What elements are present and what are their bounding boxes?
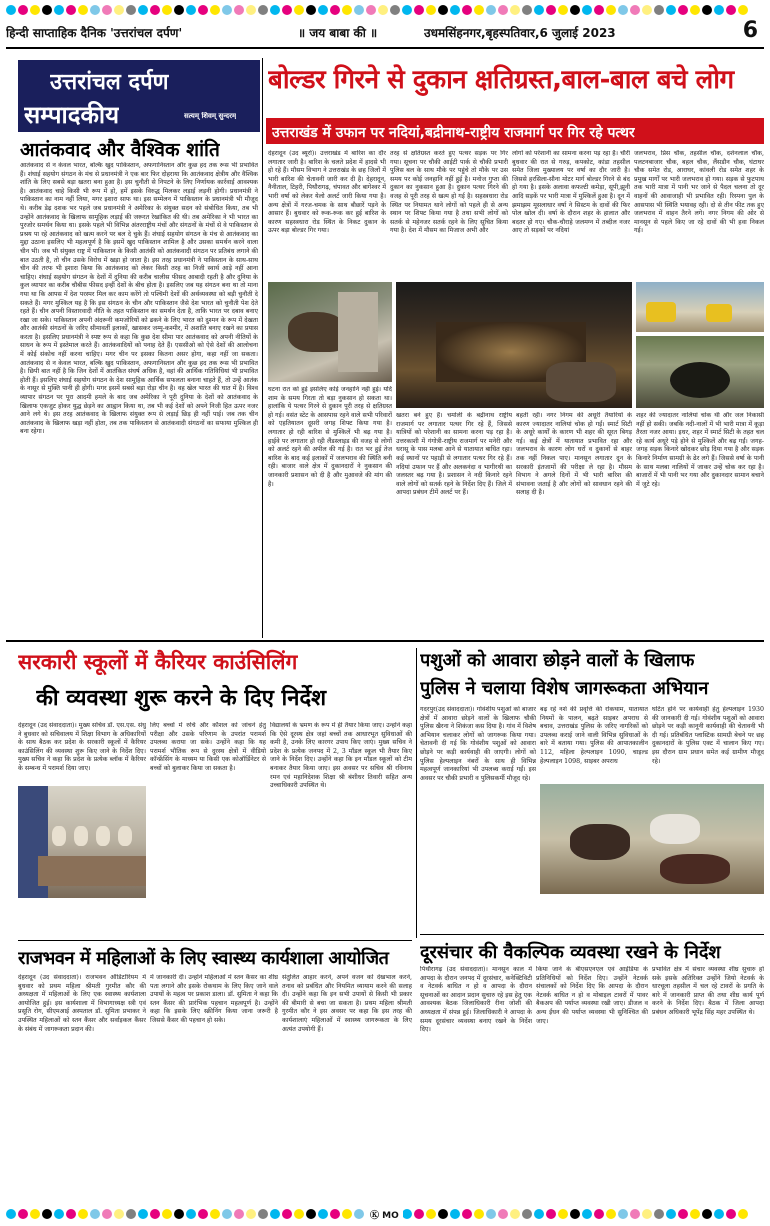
masthead-dateline: उधमसिंहनगर,बृहस्पतिवार,6 जुलाई 2023: [424, 26, 616, 40]
registration-dot: [30, 1209, 40, 1219]
lead-col-2: तरह से क्षतिग्रस्त करते हुए पत्थर सड़क पर गिर गया। सूचना पर चौकी आईटी पार्क से चौकी प्रभारी पुलिस बल के साथ मौके पर पहुंचे तो मौके पर उस समय पर कोई जनहानि नहीं हुई है। मनोज गुप्ता की दुकान का नुकसान हुआ है। दुकान पत्थर गिरने की वजह से पूरी तरह से खत्म हो गई है। सहस्त्रधारा रोड स्थित पर नियामत थाने लोगों को पहले ही से अन्य स्थान पर शिफ्ट किया गया है तथा सभी लोगों को सतर्क से महेनजर सतर्क रहने के लिए सूचित किया गया है। देश में मौसम का मिजाज अभी और: [390, 150, 508, 235]
registration-dot: [54, 1209, 64, 1219]
section-rule-4: [18, 940, 412, 941]
registration-dot: [714, 1209, 724, 1219]
registration-dot: [438, 1209, 448, 1219]
lead-col-3: लोगों को परेशानी का सामना करना पड़ रहा है। चौरी बुधवार की रात से गरुड़, कपकोट, कांडा तहसील समेत जिला मुख्यालय पर वर्षा का दौर जारी है। जिससे हरसिला-सौना मोटर मार्ग बोल्डर गिरने से बंद हो गया है। इसके अलावा कफल्टी कमेड़ा, सूपी,झूनी आदि सड़कें पर भारी मात्रा में मुश्किलें हुआ है। दून में झमाझम मूसलाधार वर्षा ने सिस्टम के दावों की फिर पोल खोल दी। वर्षा के दौरान शहर के हालात और बदतर हो गए। चौक-चौराहे जलमग्न में तब्दील नजर आए तो सड़कों पर नदियां: [512, 150, 630, 235]
registration-dot: [114, 1209, 124, 1219]
registration-dot: [582, 1209, 592, 1219]
telecom-col-3: प्रभावित क्षेत्र में संचार व्यवस्था शीघ्र सुचारु हो सके इसके अतिरिक्त उन्होंने जियो नेटवर्क के धारचूला तहसील में चल रहे टावरों के प्रगति के बारे में जानकारी प्राप्त की तथा शीघ्र कार्य पूर्ण करने के निर्देश दिए। बैठक में जिला आपदा प्रबंधन अधिकारी भूपेंद्र सिंह महर उपस्थित थे।: [652, 966, 764, 1016]
registration-dot: [738, 5, 748, 15]
rajbhawan-col-3: संतुलित आहार करने, अपने वजन को देखभाल करने, तनाव को प्रबंधित और नियमित व्यायाम करने की सलाह दी। उन्होंने कहा कि इन सभी उपायों से किसी भी प्रकार की बीमारी से बचा जा सकता है। प्रथम महिला श्रीमती गुरमीत कौर ने इस अवसर पर कहा कि इस तरह की कार्यशालाएं महिलाओं में स्वास्थ्य जागरूकता के लिए अत्यंत उपयोगी हैं।: [282, 974, 412, 1033]
registration-dot: [570, 1209, 580, 1219]
registration-dot: [282, 5, 292, 15]
registration-dot: [402, 5, 412, 15]
registration-dot: [426, 1209, 436, 1219]
registration-dot: [606, 1209, 616, 1219]
registration-dot: [78, 5, 88, 15]
registration-dot: [462, 5, 472, 15]
registration-dot: [498, 1209, 508, 1219]
registration-dot: [618, 5, 628, 15]
column-divider-2: [416, 648, 417, 938]
animals-cattle-photo: [540, 784, 764, 894]
registration-dot: [66, 5, 76, 15]
registration-dot: [162, 5, 172, 15]
registration-dot: [102, 1209, 112, 1219]
telecom-headline: दूरसंचार की वैकल्पिक व्यवस्था रखने के निर्देश: [420, 942, 721, 963]
registration-dot: [54, 5, 64, 15]
registration-dot: [558, 1209, 568, 1219]
registration-dot: [606, 5, 616, 15]
registration-dot: [438, 5, 448, 15]
section-rule: [6, 640, 764, 642]
editorial-body: आतंकवाद से न केवल भारत, बल्कि खुद पाकिस्तान, अफगानिस्तान और कुछ हद तक रूस भी प्रभावित हैं। शंघाई सहयोग संगठन के मंच से प्रधानमंत्री ने एक बार फिर दोहराया कि आतंकवाद क्षेत्रीय और वैश्विक शांति के लिए सबसे बड़ा खतरा बना हुआ है। इस चुनौती से निपटने के लिए निर्णायक कार्रवाई आवश्यक है। आतंकवाद चाहे किसी भी रूप में हो, हमें इसके विरुद्ध मिलकर लड़ाई लड़नी होगी। प्रधानमंत्री ने पाकिस्तान का नाम नहीं लिया, मगर इशारा साफ था। इस सम्मेलन में पाकिस्तान के प्रधानमंत्री भी मौजूद थे। करीब डेढ़ दशक भर पहले जब प्रधानमंत्री ने अमेरिका के संयुक्त सदन को संबोधित किया, तब भी उन्होंने आतंकवाद के खिलाफ सामूहिक लड़ाई की जरूरत रेखांकित की थी। तब अमेरिका ने भी भारत का पुरजोर समर्थन किया था। इसके पहले भी विभिन्न अंतरराष्ट्रीय मंचों और संगठनों के मंचों से वे पाकिस्तान से प्रश्रय पा रहे आतंकवाद को खत्म करने पर बल दे चुके हैं। शंघाई सहयोग संगठन के मंच से आतंकवाद का मुद्दा उठाना इसलिए भी महत्वपूर्ण है कि इसमें खुद पाकिस्तान शामिल है और उसका समर्थन करने वाला चीन भी। जब भी संयुक्त राष्ट्र में पाकिस्तान के किसी आतंकी को आतंकवादी संगठन पर प्रतिबंध लगाने की बात उठती है, तो चीन उसके विरोध में खड़ा हो जाता है। इस तरह प्रधानमंत्री ने पाकिस्तान के साथ-साथ चीन की तरफ भी इशारा किया कि आतंकवाद को लेकर किसी तरह का निजी स्वार्थ आड़े नहीं आना चाहिए। शंघाई सहयोग संगठन के देशों में दुनिया की करीब चालीस फीसद आबादी रहती है और दुनिया के कुल व्यापार का करीब चौबीस फीसद इन्हीं देशों के बीच होता है। इसलिए जब यह संगठन बना था तो माना गया था कि आपस में देश परस्पर मिल कर काम करेंगे तो पश्चिमी देशों की अर्थव्यवस्था को बड़ी चुनौती दे सकते हैं। मगर मुश्किल यह है कि इस संगठन के चीन और पाकिस्तान जैसे देश भारत को चुनौती पेश देते रहते हैं। चीन अपनी विस्तारवादी नीति के तहत पाकिस्तान का समर्थन देता है, ताकि भारत पर दबाव बनाए रखा जा सके। पाकिस्तान अपनी अंदरूनी कमजोरियों को ढकने के लिए भारत को दुश्मन के रूप में देखता और आतंकी संगठनों के जरिए सीमावर्ती इलाकों, खासकर जम्मू-कश्मीर, में अशांति बनाए रखने का प्रयास करता है। इसलिए प्रधानमंत्री ने स्पष्ट रूप से कहा कि कुछ देश सीमा पार आतंकवाद को अपनी नीतियों के साधन के रूप में इस्तेमाल करते हैं। आतंकवादियों को पनाह देते हैं। एससीओ को ऐसे देशों की आलोचना में कोई संकोच नहीं करना चाहिए। मगर चीन पर इसका कितना असर होगा, कहा नहीं जा सकता। आतंकवाद से न केवल भारत, बल्कि खुद पाकिस्तान, अफगानिस्तान और कुछ हद तक रूस भी प्रभावित है। छिपी बात नहीं है कि जिन देशों में आतंकित संघर्ष अधिक है, वहां की आर्थिक गतिविधियां भी प्रभावित होती हैं। इसलिए शंघाई सहयोग संगठन के देश सामूहिक आर्थिक सफलता बनाना चाहते हैं, तो उन्हें आतंक के नासूर से मुक्ति पानी ही होगी। मगर इसमें सबसे बड़ा रोड़ा चीन है। वह खेल भारत की घात में है। विश्व व्यापार संगठन पर पूरा आदमी हमले के बाद जब अमेरिका ने पूरी दुनिया के देशों को आतंकवाद के खिलाफ एकजुट होकर युद्ध छेड़ने का आह्वान किया था, तब भी कई देशों को अपने निजी हित ऊपर नजर आने लगे थे। इस तरह आतंकवाद के खिलाफ संयुक्त रूप से लड़ाई छिड़ ही नहीं पाई। जब तक चीन आतंकवाद के खिलाफ खड़ा नहीं होता, तब तक पाकिस्तान से आतंकवादी संगठनों का सफाया मुश्किल ही बना रहेगा।: [20, 162, 258, 436]
registration-dot: [150, 1209, 160, 1219]
registration-dot: [342, 5, 352, 15]
registration-dot: [282, 1209, 292, 1219]
career-col-3: विद्यालयों के भ्रमण के रूप में ही तैयार किया जाए। उन्होंने कहा कि ऐसे दूरस्थ क्षेत्र जहां बच्चों तक आधारभूत सुविधाओं की कमी है, उनके लिए कारगर उपाय किए जाएं। मुख्य सचिव ने प्रदेश के प्रत्येक जनपद में 2, 3 मॉडल स्कूल भी तैयार किए जाने के निर्देश दिए। उन्होंने कहा कि इन मॉडल स्कूलों को टीम बनाकर तैयार किया जाए। इस अवसर पर सचिव श्री रविनाथ रमन एवं महानिदेशक शिक्षा श्री बंशीधर तिवारी सहित अन्य उच्चाधिकारी उपस्थित थे।: [270, 722, 412, 790]
registration-dot: [594, 1209, 604, 1219]
page-number: 6: [742, 18, 758, 43]
registration-dot: [42, 5, 52, 15]
telecom-col-1: पिथौरागढ़ (उद संवाददाता)। मानसून काल में आपदा के दौरान जनपद में दूरसंचार, कनेक्टिविटी व नेटवर्क बाधित न हो व आपदा के दौरान सूचनाओं का आदान प्रदान सुचारु रहे इस हेतु एक आवश्यक बैठक जिलाधिकारी रीना जोशी की अध्यक्षता में संपन्न हुई। जिलाधिकारी ने आपदा के समय दूरसंचार व्यवस्था बनाए रखने के निर्देश दिए।: [420, 966, 532, 1034]
registration-dot: [246, 1209, 256, 1219]
registration-dot: [450, 5, 460, 15]
registration-dot: [450, 1209, 460, 1219]
registration-dot: [678, 1209, 688, 1219]
registration-dot: [294, 5, 304, 15]
registration-dot: [306, 1209, 316, 1219]
registration-dot: [222, 1209, 232, 1219]
registration-dot: [318, 5, 328, 15]
registration-dot: [42, 1209, 52, 1219]
lead-col-1: देहरादून (उद ब्यूरो)। उत्तराखंड में बारिश का दौर लगातार जारी है। बारिश के चलते प्रदेश में हादसे भी हो रहे हैं। मौसम विभाग ने उत्तराखंड के छह जिलों में भारी बारिश की चेतावनी जारी कर दी है। देहरादून, नैनीताल, टिहरी, पिथौरागढ़, चंपावत और बागेश्वर में भारी वर्षा को लेकर येलो अलर्ट जारी किया गया है। अन्य क्षेत्रों में गरज-चमक के साथ बौछारें पड़ने के आसार हैं। बुधवार को रूक-रूक कर हुई बारिश के कारण सहस्त्रधारा रोड स्थित के निकट दुकान के ऊपर बड़ा बोल्डर गिर गया।: [268, 150, 386, 235]
registration-dot: [246, 5, 256, 15]
career-meeting-photo: [18, 786, 146, 898]
registration-dot: [6, 1209, 16, 1219]
career-col-1-top: देहरादून (उद संवाददाता)। मुख्य सचिव डॉ. एस.एस. संधु ने बुधवार को सचिवालय में शिक्षा विभाग के अधिकारियों के साथ बैठक कर प्रदेश के सरकारी स्कूलों में कैरियर काउंसिलिंग की व्यवस्था शुरू किए जाने के निर्देश दिए। मुख्य सचिव ने कहा कि प्रदेश के प्रत्येक ब्लॉक में कैरियर के सम्बन्ध में परामर्श दिया जाए।: [18, 722, 146, 772]
animals-col-2-top: बढ़ रहे नशे की प्रवृत्ति की रोकथाम, यातायात नियमों के पालन, बढ़ते साइबर अपराध से बचाव, उत्तराखंड पुलिस के जरिए नागरिकों को उपलब्ध कराई जाने वाली विभिन्न सुविधाओं के बारे में बताया गया। पुलिस की आपातकालीन 112, महिला हेल्पलाइन 1090, चाइल्ड हेल्पलाइन 1098, साइबर अपराध: [540, 706, 648, 765]
column-divider: [262, 58, 263, 638]
registration-dot: [198, 1209, 208, 1219]
registration-dot: [330, 5, 340, 15]
registration-dots-top: [6, 4, 764, 16]
editorial-title: आतंकवाद और वैश्विक शांति: [20, 139, 220, 161]
masthead-paper-name: हिन्दी साप्ताहिक दैनिक 'उत्तरांचल दर्पण': [6, 26, 183, 40]
registration-dot: [726, 5, 736, 15]
registration-dot: [150, 5, 160, 15]
registration-dot: [354, 1209, 364, 1219]
registration-dot: [126, 5, 136, 15]
registration-dot: [726, 1209, 736, 1219]
registration-dot: [510, 5, 520, 15]
registration-dot: [390, 5, 400, 15]
lead-photo-road-caved: [636, 336, 764, 408]
registration-dot: [18, 5, 28, 15]
registration-dot: [630, 5, 640, 15]
registration-dot: [318, 1209, 328, 1219]
editorial-brand: उत्तरांचल दर्पण: [50, 70, 169, 95]
rajbhawan-col-1: देहरादून (उद संवाददाता)। राजभवन ऑडिटोरियम में बुधवार को प्रथम महिला श्रीमती गुरमीत कौर की अध्यक्षता में महिलाओं के लिए एक स्वास्थ्य कार्यशाला आयोजित हुई। इस कार्यशाला में विभागाध्यक्ष स्त्री एवं प्रसूति रोग, सीएमआई अस्पताल डॉ. सुमिता प्रभाकर ने उपस्थित महिलाओं को स्तन कैंसर और सर्वाइकल कैंसर के संबंध में जागरूकता प्रदान की।: [18, 974, 146, 1033]
career-headline-line1: सरकारी स्कूलों में कैरियर काउंसिलिंग: [18, 650, 298, 674]
registration-dot: [690, 1209, 700, 1219]
registration-dot: [702, 1209, 712, 1219]
registration-dot: [594, 5, 604, 15]
registration-dot: [414, 5, 424, 15]
print-imprint: Ⓚ MO: [366, 1208, 403, 1221]
registration-dot: [306, 5, 316, 15]
registration-dot: [90, 5, 100, 15]
career-col-2: लिए बच्चों में रुचि और कौशल को जांचने हेतु परीक्षा और उसके परिणाम के उपरांत परामर्श उपलब्ध कराया जा सके। उन्होंने कहा कि यह परामर्श भौतिक रूप से दुरस्थ क्षेत्रों में वीडियो कॉन्फ्रेंसिंग के माध्यम या किसी एक कोऑर्डिनेटर से बच्चों को बुलाकर किया जा सकता है।: [150, 722, 266, 772]
registration-dot: [426, 5, 436, 15]
registration-dot: [186, 5, 196, 15]
lead-col-4: जलभराव, प्रिंस चौक, तहसील चौक, दर्शनलाल चौक, पलटनबाजार चौक, बहल चौक, लैंसडौन चौक, घंटाघर चौक समेत रोड, आराघर, कांवली रोड समेत शहर के प्रमुख मार्गों पर भारी जलभराव हो गया। सड़क से फुटपाथ तक भारी मात्रा में पानी भर जाने से पैदल चलना तो दूर वाहनों की आवाजाही भी प्रभावित रही। रिस्पना पुल के आसपास भी स्थिति भयावह रही। दो से तीन फीट तक हुए जलभराव में वाहन तैरने लगे। नगर निगम की ओर से मानसून से पहले किए जा रहे दावों की भी हवा निकल गई।: [634, 150, 764, 235]
animals-headline-line2: पुलिस ने चलाया विशेष जागरूकता अभियान: [420, 678, 709, 699]
animals-col-1: गदरपुर(उद संवाददाता)। गोवंशीय पशुओं को बाजार क्षेत्रों में आवारा छोड़ने वालों के खिलाफ चौकी पुलिस खैरना ने शिकंजा कस दिया है। गांव में विशेष अभियान चलाकर लोगों को जागरूक किया गया। चेतावनी दी गई कि गोवंशीय पशुओं को आवारा छोड़ने पर कड़ी कार्यवाही की जाएगी। लोगों को पुलिस हेल्पलाइन नंबरों के साथ ही विभिन्न महत्वपूर्ण जानकारियां भी उपलब्ध कराई गईं। इस अवसर पर चौकी प्रभारी व पुलिसकर्मी मौजूद रहे।: [420, 706, 536, 782]
registration-dot: [18, 1209, 28, 1219]
registration-dot: [114, 5, 124, 15]
career-col-1-bottom: [18, 902, 146, 932]
registration-dot: [522, 1209, 532, 1219]
lead-headline: बोल्डर गिरने से दुकान क्षतिग्रस्त,बाल-बाल बचे लोग: [268, 65, 734, 95]
registration-dot: [222, 5, 232, 15]
registration-dot: [90, 1209, 100, 1219]
registration-dot: [270, 1209, 280, 1219]
registration-dot: [234, 1209, 244, 1219]
registration-dot: [702, 5, 712, 15]
registration-dot: [30, 5, 40, 15]
registration-dot: [462, 1209, 472, 1219]
registration-dot: [198, 5, 208, 15]
registration-dot: [270, 5, 280, 15]
registration-dot: [174, 5, 184, 15]
registration-dot: [558, 5, 568, 15]
registration-dot: [174, 1209, 184, 1219]
registration-dot: [78, 1209, 88, 1219]
registration-dot: [66, 1209, 76, 1219]
registration-dot: [378, 5, 388, 15]
registration-dot: [486, 1209, 496, 1219]
registration-dot: [210, 1209, 220, 1219]
registration-dot: [234, 5, 244, 15]
registration-dot: [642, 1209, 652, 1219]
registration-dot: [570, 5, 580, 15]
registration-dot: [510, 1209, 520, 1219]
animals-headline-line1: पशुओं को आवारा छोड़ने वालों के खिलाफ: [420, 650, 695, 671]
registration-dot: [6, 5, 16, 15]
lead-mid-col-1: घटना रात को हुई इसलिए कोई जनहानि नहीं हुई। यदि शाम के समय गिरता तो बड़ा नुकसान हो सकता था। हालांकि ये पत्थर गिरने से दुकान पूरी तरह से क्षतिग्रस्त हो गई। वसंत स्टेट के आसपास रहने वाले सभी परिवारों को एहतियातन दूसरी जगह शिफ्ट किया गया है। लगातार हो रही बारिश से मुश्किलें भी बढ़ गया है। हाईवे पर लगातार हो रही लैंडस्लाइड की वजह से लोगों को अलर्ट रहने की अपील की गई है। रात भर हुई तेज बारिश के बाद कई इलाकों में जलभराव की स्थिति बनी रही। बाजार वाले क्षेत्र में दुकानदारों ने नुकसान की जानकारी प्रशासन को दी है और मुआवजे की मांग की है।: [268, 386, 392, 488]
masthead: [6, 18, 764, 44]
lead-mid-col-4: शहर की ज्यादातर नालियां चोक थीं और जल निकासी नहीं हो सकी। जबकि नदी-नालों में भी भारी मात्रा में कूड़ा तैरता नजर आया। इधर, शहर में स्मार्ट सिटी के तहत चल रहे कार्य अधूरे पड़े होने से मुश्किलें और बढ़ गईं। जगह-जगह सड़क किनारे खोदकर छोड़ दिया गया है और सड़क किनारे निर्माण सामग्री के ढेर लगे हैं। जिससे वर्षा के पानी के साथ मलबा नालियों में जाकर उन्हें चोक कर रहा है। बाजारों में भी पानी भर गया और दुकानदार सामान बचाने में जुटे रहे।: [636, 412, 764, 488]
registration-dot: [534, 5, 544, 15]
registration-dot: [210, 5, 220, 15]
lead-mid-col-3: बहती रही। नगर निगम की अधूरी तैयारियों के कारण ज्यादातर नालियां चोक हो गईं। स्मार्ट सिटी के अधूरे कार्यों के कारण भी शहर की सूरत बिगड़ गई। कई क्षेत्रों में यातायात प्रभावित रहा और जलभराव के कारण लोग घरों व दुकानों से बाहर तक नहीं निकल पाए। मानसून लगातार दून के सरकारी इंतजामों की परीक्षा ले रहा है। मौसम विभाग ने अगले दिनों में भी भारी बारिश की संभावना जताई है और लोगों को सावधान रहने की सलाह दी है।: [516, 412, 632, 497]
registration-dot: [738, 1209, 748, 1219]
registration-dot: [690, 5, 700, 15]
lead-photo-waterlogged-road: [636, 282, 764, 332]
telecom-col-2: किया जाने के बीएसएनएल एवं आईडिया के प्रतिनिधियों को निर्देश दिए। उन्होंने नेटवर्क संचालकों को निर्देश दिए कि आपदा के दौरान नेटवर्क बाधित न हो व मोबाइल टावरों में पावर बैकअप की पर्याप्त व्यवस्था रखी जाए। डीजल व अन्य ईंधन की पर्याप्त व्यवस्था भी सुनिश्चित की जाए।: [536, 966, 648, 1025]
registration-dot: [330, 1209, 340, 1219]
editorial-motto: सत्यम् शिवम् सुन्दरम्: [184, 112, 237, 120]
registration-dot: [582, 5, 592, 15]
lead-mid-col-2: खतरा बने हुए हैं। चमोली के बद्रीनाथ राष्ट्रीय राजमार्ग पर लगातार पत्थर गिर रहे हैं, जिससे यात्रियों को परेशानी का सामना करना पड़ रहा है। उत्तरकाशी में गंगोत्री-राष्ट्रीय राजमार्ग पर मनेरी और धरासू के पास मलबा आने से यातायात बाधित रहा। कई स्थानों पर पहाड़ी से लगातार पत्थर गिर रहे हैं। नदियां उफान पर हैं और अलकनंदा व भागीरथी का जलस्तर बढ़ गया है। प्रशासन ने नदी किनारे रहने वाले लोगों को सतर्क रहने के निर्देश दिए हैं। जिले में आपदा प्रबंधन टीमें अलर्ट पर हैं।: [396, 412, 512, 497]
registration-dot: [138, 1209, 148, 1219]
registration-dot: [534, 1209, 544, 1219]
lead-photo-boulder: [268, 282, 392, 382]
lead-strap-bar: [266, 118, 764, 144]
rajbhawan-headline: राजभवन में महिलाओं के लिए स्वास्थ्य कार्यशाला आयोजित: [18, 948, 389, 969]
registration-dot: [126, 1209, 136, 1219]
registration-dot: [630, 1209, 640, 1219]
registration-dot: [474, 1209, 484, 1219]
masthead-slogan: ॥ जय बाबा की ॥: [298, 26, 378, 40]
registration-dot: [162, 1209, 172, 1219]
registration-dot: [486, 5, 496, 15]
registration-dot: [678, 5, 688, 15]
career-headline-line2: की व्यवस्था शुरू करने के दिए निर्देश: [36, 686, 327, 711]
registration-dot: [474, 5, 484, 15]
registration-dot: [402, 1209, 412, 1219]
editorial-banner: [18, 60, 260, 132]
registration-dot: [366, 5, 376, 15]
registration-dot: [102, 5, 112, 15]
registration-dot: [498, 5, 508, 15]
lead-strap: उत्तराखंड में उफान पर नदियां,बद्रीनाथ-राष्ट्रीय राजमार्ग पर गिर रहे पत्थर: [272, 125, 635, 141]
registration-dot: [666, 5, 676, 15]
registration-dot: [138, 5, 148, 15]
masthead-rule: [6, 47, 764, 49]
registration-dot: [186, 1209, 196, 1219]
registration-dot: [546, 1209, 556, 1219]
registration-dot: [654, 5, 664, 15]
registration-dot: [258, 1209, 268, 1219]
section-rule-3: [420, 934, 764, 935]
registration-dot: [642, 5, 652, 15]
registration-dot: [522, 5, 532, 15]
registration-dot: [414, 1209, 424, 1219]
registration-dot: [354, 5, 364, 15]
registration-dot: [258, 5, 268, 15]
editorial-label: सम्पादकीय: [24, 101, 120, 129]
registration-dot: [294, 1209, 304, 1219]
animals-col-3-top: घटित होने पर कार्यवाही हेतु हेल्पलाइन 1930 की जानकारी दी गई। गोवंशीय पशुओं को आवारा छोड़ने पर कड़ी कानूनी कार्यवाही की चेतावनी भी दी गई। प्रतिबंधित प्लास्टिक सामग्री बेचने पर छह दुकानदारों के पुलिस एक्ट में चालान किए गए। इस दौरान ग्राम प्रधान समेत कई ग्रामीण मौजूद रहे।: [652, 706, 764, 765]
registration-dot: [714, 5, 724, 15]
registration-dot: [666, 1209, 676, 1219]
registration-dot: [618, 1209, 628, 1219]
registration-dot: [654, 1209, 664, 1219]
registration-dot: [342, 1209, 352, 1219]
registration-dot: [546, 5, 556, 15]
rajbhawan-col-2: में जानकारी दी। उन्होंने महिलाओं में स्तन कैंसर का शीघ्र पता लगाने और इसके रोकथाम के लिए किए जाने वाले उपायों के महत्व पर प्रकाश डाला। डॉ. सुमिता ने कहा कि स्तन कैंसर की प्रारंभिक पहचान महत्वपूर्ण है। उन्होंने कहा कि इसके लिए स्क्रीनिंग किया जाना जरूरी है जिससे कैंसर की पहचान हो सके।: [150, 974, 278, 1024]
lead-photo-landslide-night: [396, 282, 632, 408]
